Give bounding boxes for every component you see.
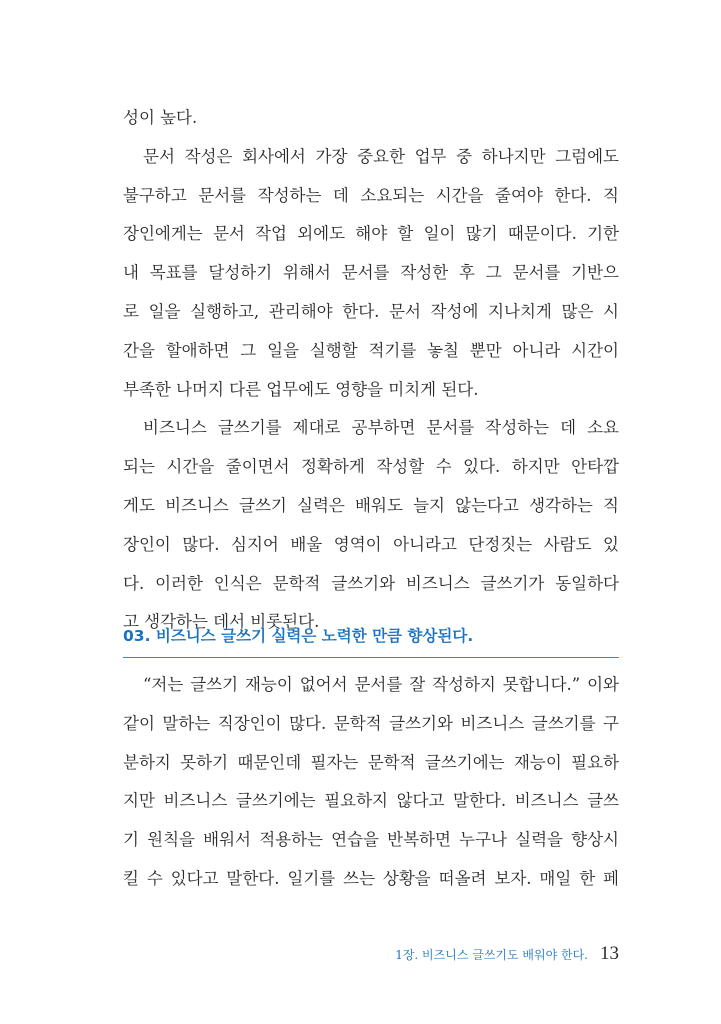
chapter-title: 1장. 비즈니스 글쓰기도 배워야 한다.	[395, 948, 588, 962]
text-line: 되는 시간을 줄이면서 정확하게 작성할 수 있다. 하지만 안타깝	[123, 457, 619, 477]
text-line: 장인이 많다. 심지어 배울 영역이 아니라고 단정짓는 사람도 있	[123, 534, 619, 554]
text-line: 로 일을 실행하고, 관리해야 한다. 문서 작성에 지나치게 많은 시	[123, 301, 619, 321]
text-line: 지만 비즈니스 글쓰기에는 필요하지 않다고 말한다. 비즈니스 글쓰	[123, 791, 619, 811]
text-line: “저는 글쓰기 재능이 없어서 문서를 잘 작성하지 못합니다.” 이와	[143, 675, 619, 694]
text-line: 분하지 못하기 때문인데 필자는 문학적 글쓰기에는 재능이 필요하	[123, 752, 619, 772]
text-line: 비즈니스 글쓰기를 제대로 공부하면 문서를 작성하는 데 소요	[143, 418, 619, 438]
text-line: 고 생각하는 데서 비롯된다.	[123, 612, 320, 632]
text-line: 불구하고 문서를 작성하는 데 소요되는 시간을 줄여야 한다. 직	[123, 185, 619, 205]
text-line: 문서 작성은 회사에서 가장 중요한 업무 중 하나지만 그럼에도	[143, 146, 619, 166]
page-number: 13	[600, 943, 619, 964]
text-line: 게도 비즈니스 글쓰기 실력은 배워도 늘지 않는다고 생각하는 직	[123, 495, 619, 515]
section-heading: 03. 비즈니스 글쓰기 실력은 노력한 만큼 향상된다.	[123, 627, 474, 645]
text-line: 부족한 나머지 다른 업무에도 영향을 미치게 된다.	[123, 379, 479, 399]
section-divider	[123, 657, 619, 658]
text-line: 기 원칙을 배워서 적용하는 연습을 반복하면 누구나 실력을 향상시	[123, 830, 619, 850]
page-footer	[395, 943, 619, 971]
text-line: 성이 높다.	[123, 108, 198, 127]
body-text-top	[123, 99, 619, 642]
text-line: 같이 말하는 직장인이 많다. 문학적 글쓰기와 비즈니스 글쓰기를 구	[123, 713, 619, 733]
body-text-bottom	[123, 666, 619, 899]
text-line: 다. 이러한 인식은 문학적 글쓰기와 비즈니스 글쓰기가 동일하다	[123, 573, 619, 593]
text-line: 간을 할애하면 그 일을 실행할 적기를 놓칠 뿐만 아니라 시간이	[123, 340, 619, 360]
text-line: 킬 수 있다고 말한다. 일기를 쓰는 상황을 떠올려 보자. 매일 한 페	[123, 868, 619, 888]
text-line: 장인에게는 문서 작업 외에도 해야 할 일이 많기 때문이다. 기한	[123, 224, 619, 244]
text-line: 내 목표를 달성하기 위해서 문서를 작성한 후 그 문서를 기반으	[123, 263, 619, 283]
